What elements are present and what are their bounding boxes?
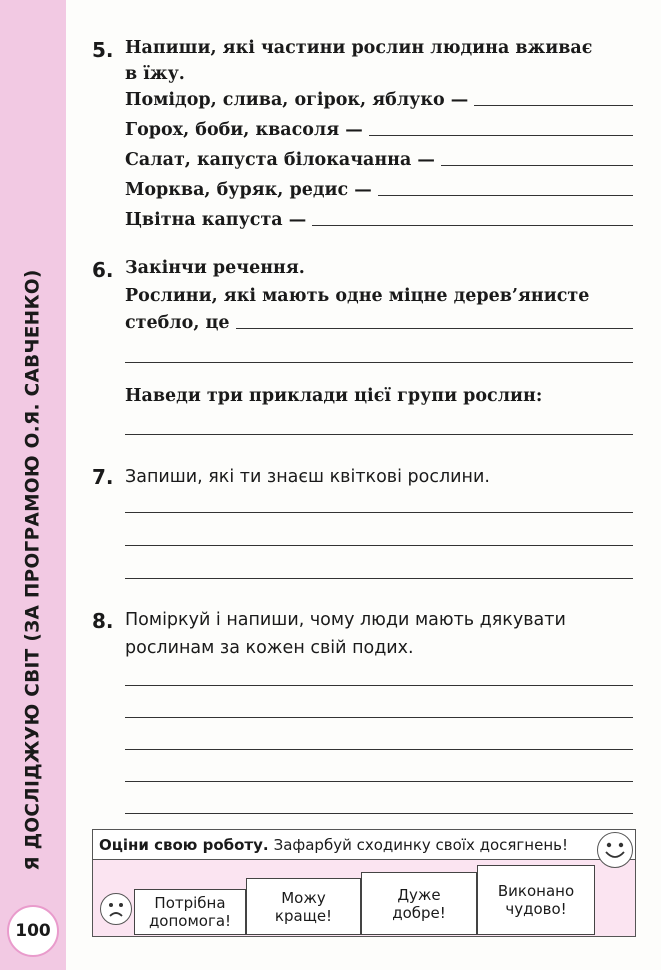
sentence-start: Рослини, які мають одне міцне дерев’янисте bbox=[125, 286, 590, 306]
examples-prompt: Наведи три приклади цієї групи рослин: bbox=[125, 386, 543, 406]
answer-label: Помідор, слива, огірок, яблуко — bbox=[125, 90, 469, 110]
answer-line[interactable] bbox=[474, 104, 633, 106]
evaluation-instruction: Зафарбуй сходинку своїх досягнень! bbox=[273, 835, 568, 854]
answer-line[interactable] bbox=[125, 685, 633, 686]
task-number: 8. bbox=[92, 609, 114, 633]
step-label: Можу bbox=[281, 888, 326, 907]
answer-label: Морква, буряк, редис — bbox=[125, 180, 372, 200]
sad-face-icon bbox=[100, 893, 132, 925]
answer-line[interactable] bbox=[369, 134, 633, 136]
page-number: 100 bbox=[7, 905, 59, 957]
task-prompt: рослинам за кожен свій подих. bbox=[125, 638, 414, 658]
answer-line[interactable] bbox=[312, 224, 633, 226]
answer-line[interactable] bbox=[441, 164, 633, 166]
answer-line[interactable] bbox=[378, 194, 633, 196]
task-6 bbox=[92, 258, 633, 443]
step-label: Виконано bbox=[497, 882, 575, 900]
step-very-good[interactable] bbox=[361, 872, 477, 935]
answer-line[interactable] bbox=[125, 781, 633, 782]
task-number: 6. bbox=[92, 258, 114, 282]
step-label: допомога! bbox=[148, 912, 232, 930]
step-can-better[interactable] bbox=[246, 878, 361, 935]
answer-line[interactable] bbox=[125, 749, 633, 750]
step-label: Дуже bbox=[397, 885, 441, 904]
answer-line[interactable] bbox=[125, 362, 633, 363]
step-label: добре! bbox=[392, 903, 446, 922]
self-evaluation-box bbox=[92, 829, 636, 937]
evaluation-title: Оціни свою роботу. bbox=[99, 835, 269, 854]
answer-row bbox=[125, 120, 633, 140]
answer-line[interactable] bbox=[236, 327, 633, 329]
answer-row bbox=[125, 90, 633, 110]
evaluation-header bbox=[93, 830, 635, 860]
task-7 bbox=[92, 465, 633, 585]
answer-line[interactable] bbox=[125, 813, 633, 814]
step-need-help[interactable] bbox=[134, 889, 246, 935]
answer-label: Горох, боби, квасоля — bbox=[125, 120, 363, 140]
answer-row bbox=[125, 150, 633, 170]
task-prompt: в їжу. bbox=[125, 64, 185, 84]
answer-line[interactable] bbox=[125, 434, 633, 435]
answer-line[interactable] bbox=[125, 512, 633, 513]
sidebar-title: Я ДОСЛІДЖУЮ СВІТ (ЗА ПРОГРАМОЮ О.Я. САВЧЕНКО) bbox=[22, 269, 44, 871]
answer-label: стебло, це bbox=[125, 313, 230, 333]
answer-line[interactable] bbox=[125, 545, 633, 546]
answer-row bbox=[125, 180, 633, 200]
task-prompt: Закінчи речення. bbox=[125, 258, 305, 278]
step-label: чудово! bbox=[505, 900, 567, 918]
answer-label: Цвітна капуста — bbox=[125, 210, 307, 230]
task-prompt: Запиши, які ти знаєш квіткові рослини. bbox=[125, 467, 490, 487]
step-label: краще! bbox=[274, 906, 333, 925]
happy-face-icon bbox=[597, 832, 633, 868]
answer-row bbox=[125, 210, 633, 230]
step-excellent[interactable] bbox=[477, 865, 595, 935]
answer-row bbox=[125, 313, 633, 333]
step-label: Потрібна bbox=[154, 894, 226, 912]
task-prompt: Напиши, які частини рослин людина вживає bbox=[125, 38, 593, 58]
answer-line[interactable] bbox=[125, 578, 633, 579]
task-number: 5. bbox=[92, 38, 114, 62]
task-8 bbox=[92, 609, 633, 819]
answer-label: Салат, капуста білокачанна — bbox=[125, 150, 435, 170]
answer-line[interactable] bbox=[125, 717, 633, 718]
task-prompt: Поміркуй і напиши, чому люди мають дякувати bbox=[125, 610, 566, 630]
task-5 bbox=[92, 38, 633, 238]
task-number: 7. bbox=[92, 465, 114, 489]
